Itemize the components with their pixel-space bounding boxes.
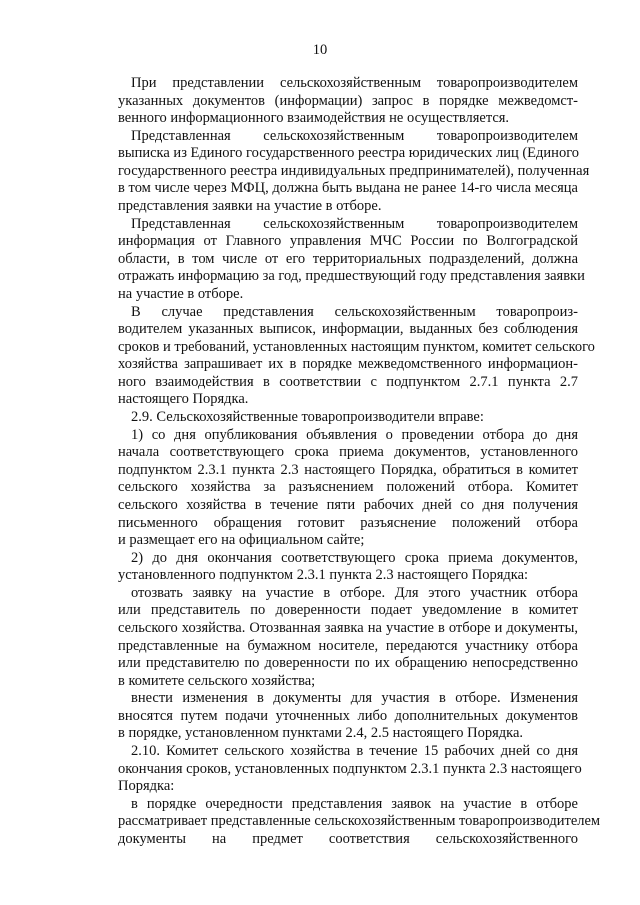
text-line: в порядке очередности представления заявок на участие в отборе (131, 795, 578, 812)
text-line: и размещает его на официальном сайте; (118, 532, 365, 549)
text-line: установленного подпунктом 2.3.1 пункта 2.3 настоящего Порядка: (118, 567, 529, 584)
text-line: В случае представления сельскохозяйственным товаропроиз- (131, 303, 578, 320)
text-line: Порядка: (118, 778, 175, 795)
text-line: внести изменения в документы для участия в отборе. Изменения (131, 690, 578, 707)
text-line: подпунктом 2.3.1 пункта 2.3 настоящего Порядка, обратиться в комитет (118, 461, 578, 478)
page-number: 10 (312, 42, 328, 58)
text-line: отражать информацию за год, предшествующий году представления заявки (118, 268, 585, 285)
text-line: 2) до дня окончания соответствующего срока приема документов, (131, 549, 578, 566)
text-line: в комитете сельского хозяйства; (118, 672, 316, 689)
text-line: информация от Главного управления МЧС России по Волгоградской (118, 233, 578, 250)
text-line: настоящего Порядка. (118, 391, 249, 408)
text-line: или представитель по доверенности подает уведомление в комитет (118, 602, 578, 619)
text-line: венного информационного взаимодействия не осуществляется. (118, 110, 510, 127)
text-line: При представлении сельскохозяйственным товаропроизводителем (131, 75, 578, 91)
text-line: указанных документов (информации) запрос в порядке межведомст- (118, 92, 578, 109)
text-line: сельского хозяйства за разъяснением положений отбора. Комитет (118, 479, 578, 496)
text-line: 2.9. Сельскохозяйственные товаропроизводители вправе: (131, 409, 484, 426)
text-line: выписка из Единого государственного реестра юридических лиц (Единого (118, 145, 580, 162)
text-line: Представленная сельскохозяйственным товаропроизводителем (131, 215, 578, 232)
text-line: 1) со дня опубликования объявления о проведении отбора до дня (131, 426, 578, 443)
text-line: представления заявки на участие в отборе. (118, 198, 382, 215)
text-line: представленные на бумажном носителе, передаются участнику отбора (118, 637, 578, 654)
text-line: в том числе через МФЦ, должна быть выдана не ранее 14-го числа месяца (118, 180, 578, 197)
text-line: в порядке, установленном пунктами 2.4, 2.5 настоящего Порядка. (118, 725, 524, 742)
text-line: хозяйства запрашивает их в порядке межведомственного информацион- (118, 356, 578, 373)
text-line: водителем указанных выписок, информации, выданных без соблюдения (118, 321, 578, 338)
text-line: окончания сроков, установленных подпунктом 2.3.1 пункта 2.3 настоящего (118, 760, 582, 777)
text-line: ного взаимодействия в соответствии с подпунктом 2.7.1 пункта 2.7 (118, 373, 578, 390)
text-line: на участие в отборе. (118, 285, 244, 302)
text-line: рассматривает представленные сельскохозяйственным товаропроизводителем (118, 813, 601, 830)
text-line: письменного обращения готовит разъяснение положений отбора (118, 514, 578, 531)
text-line: сроков и требований, установленных настоящим пунктом, комитет сельского (118, 338, 595, 355)
text-line: отозвать заявку на участие в отборе. Для этого участник отбора (131, 584, 578, 601)
text-line: области, в том числе от его территориальных подразделений, должна (118, 250, 578, 267)
text-line: вносятся путем подачи уточненных либо дополнительных документов (118, 707, 578, 724)
text-line: или представителю по доверенности по их обращению непосредственно (118, 655, 578, 672)
text-line: Представленная сельскохозяйственным товаропроизводителем (131, 127, 578, 144)
text-line: документы на предмет соответствия сельскохозяйственного (118, 830, 578, 847)
text-line: 2.10. Комитет сельского хозяйства в течение 15 рабочих дней со дня (131, 743, 578, 760)
text-line: сельского хозяйства в течение пяти рабочих дней со дня получения (118, 496, 578, 513)
text-line: сельского хозяйства. Отозванная заявка на участие в отборе и документы, (118, 619, 578, 636)
text-line: начала соответствующего срока приема документов, установленного (118, 444, 578, 461)
text-line: государственного реестра индивидуальных предпринимателей), полученная (118, 162, 590, 179)
